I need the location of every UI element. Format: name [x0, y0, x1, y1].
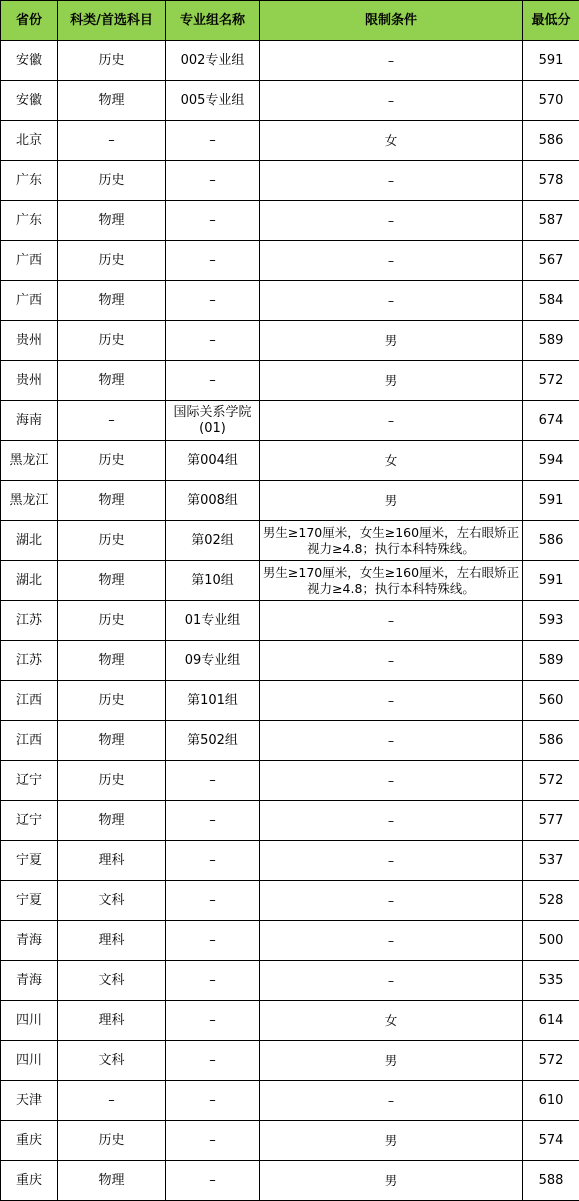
cell-min-score: 572 [523, 361, 579, 401]
cell-subject: 物理 [58, 641, 166, 681]
cell-min-score: 567 [523, 241, 579, 281]
cell-restrictions: 男 [260, 1041, 523, 1081]
table-row [1, 521, 579, 561]
cell-group-name: 国际关系学院(01) [166, 401, 260, 441]
cell-min-score: 610 [523, 1081, 579, 1121]
cell-group-name: – [166, 1001, 260, 1041]
cell-group-name: 第502组 [166, 721, 260, 761]
cell-min-score: 589 [523, 641, 579, 681]
cell-restrictions: – [260, 601, 523, 641]
cell-group-name: – [166, 801, 260, 841]
cell-restrictions: 男 [260, 1121, 523, 1161]
cell-restrictions: – [260, 801, 523, 841]
cell-province: 宁夏 [1, 881, 58, 921]
cell-province: 北京 [1, 121, 58, 161]
cell-min-score: 528 [523, 881, 579, 921]
cell-restrictions: – [260, 81, 523, 121]
table-row [1, 681, 579, 721]
cell-min-score: 560 [523, 681, 579, 721]
table-body [1, 41, 579, 1201]
cell-subject: 物理 [58, 1161, 166, 1201]
cell-subject: 物理 [58, 201, 166, 241]
table-row [1, 81, 579, 121]
cell-subject: 文科 [58, 1041, 166, 1081]
cell-subject: – [58, 401, 166, 441]
cell-group-name: 第008组 [166, 481, 260, 521]
header-group-name: 专业组名称 [166, 1, 260, 41]
cell-province: 青海 [1, 961, 58, 1001]
table-row [1, 1121, 579, 1161]
cell-province: 宁夏 [1, 841, 58, 881]
cell-subject: 物理 [58, 561, 166, 601]
table-row [1, 761, 579, 801]
cell-group-name: – [166, 761, 260, 801]
cell-province: 辽宁 [1, 801, 58, 841]
cell-province: 重庆 [1, 1161, 58, 1201]
cell-min-score: 591 [523, 561, 579, 601]
cell-restrictions: – [260, 681, 523, 721]
cell-restrictions: – [260, 961, 523, 1001]
cell-subject: 历史 [58, 321, 166, 361]
cell-subject: – [58, 121, 166, 161]
cell-group-name: – [166, 961, 260, 1001]
cell-min-score: 572 [523, 1041, 579, 1081]
cell-province: 安徽 [1, 41, 58, 81]
cell-group-name: – [166, 881, 260, 921]
cell-subject: 历史 [58, 1121, 166, 1161]
cell-restrictions: – [260, 241, 523, 281]
header-row [1, 1, 579, 41]
table-row [1, 721, 579, 761]
cell-min-score: 574 [523, 1121, 579, 1161]
table-row [1, 1041, 579, 1081]
table-row [1, 321, 579, 361]
cell-min-score: 537 [523, 841, 579, 881]
cell-restrictions: 男 [260, 321, 523, 361]
table-row [1, 161, 579, 201]
cell-group-name: 第02组 [166, 521, 260, 561]
cell-province: 广东 [1, 201, 58, 241]
cell-subject: 历史 [58, 41, 166, 81]
cell-min-score: 591 [523, 41, 579, 81]
cell-subject: 物理 [58, 801, 166, 841]
cell-group-name: – [166, 841, 260, 881]
cell-province: 贵州 [1, 361, 58, 401]
cell-subject: 历史 [58, 681, 166, 721]
table-row [1, 41, 579, 81]
cell-restrictions: – [260, 401, 523, 441]
cell-min-score: 586 [523, 521, 579, 561]
cell-province: 海南 [1, 401, 58, 441]
cell-province: 四川 [1, 1041, 58, 1081]
cell-group-name: – [166, 121, 260, 161]
header-subject: 科类/首选科目 [58, 1, 166, 41]
cell-province: 广西 [1, 281, 58, 321]
cell-group-name: 第10组 [166, 561, 260, 601]
cell-restrictions: – [260, 1081, 523, 1121]
cell-min-score: 594 [523, 441, 579, 481]
cell-restrictions: 男 [260, 361, 523, 401]
header-min-score: 最低分 [523, 1, 579, 41]
cell-restrictions: 男生≥170厘米，女生≥160厘米，左右眼矫正视力≥4.8；执行本科特殊线。 [260, 561, 523, 601]
cell-restrictions: – [260, 201, 523, 241]
cell-subject: 理科 [58, 921, 166, 961]
table-row [1, 241, 579, 281]
table-row [1, 401, 579, 441]
cell-subject: 历史 [58, 521, 166, 561]
cell-group-name: 09专业组 [166, 641, 260, 681]
cell-min-score: 586 [523, 121, 579, 161]
cell-min-score: 674 [523, 401, 579, 441]
cell-province: 黑龙江 [1, 441, 58, 481]
table-row [1, 961, 579, 1001]
cell-subject: – [58, 1081, 166, 1121]
cell-group-name: – [166, 241, 260, 281]
cell-subject: 文科 [58, 961, 166, 1001]
cell-restrictions: – [260, 881, 523, 921]
cell-province: 江西 [1, 721, 58, 761]
cell-group-name: – [166, 361, 260, 401]
table-row [1, 1001, 579, 1041]
cell-restrictions: 男 [260, 1161, 523, 1201]
cell-restrictions: – [260, 921, 523, 961]
cell-subject: 物理 [58, 281, 166, 321]
cell-province: 江苏 [1, 641, 58, 681]
cell-group-name: – [166, 321, 260, 361]
cell-min-score: 535 [523, 961, 579, 1001]
cell-min-score: 589 [523, 321, 579, 361]
cell-province: 重庆 [1, 1121, 58, 1161]
cell-min-score: 586 [523, 721, 579, 761]
cell-subject: 历史 [58, 441, 166, 481]
cell-subject: 历史 [58, 601, 166, 641]
table-row [1, 601, 579, 641]
cell-min-score: 591 [523, 481, 579, 521]
cell-restrictions: – [260, 41, 523, 81]
cell-province: 湖北 [1, 521, 58, 561]
cell-group-name: – [166, 1161, 260, 1201]
cell-subject: 历史 [58, 161, 166, 201]
table-row [1, 561, 579, 601]
cell-province: 贵州 [1, 321, 58, 361]
cell-subject: 文科 [58, 881, 166, 921]
table-row [1, 481, 579, 521]
cell-subject: 理科 [58, 1001, 166, 1041]
cell-subject: 物理 [58, 481, 166, 521]
cell-province: 广西 [1, 241, 58, 281]
cell-group-name: – [166, 201, 260, 241]
cell-min-score: 588 [523, 1161, 579, 1201]
cell-restrictions: – [260, 641, 523, 681]
table-row [1, 921, 579, 961]
cell-province: 天津 [1, 1081, 58, 1121]
table-row [1, 121, 579, 161]
cell-min-score: 578 [523, 161, 579, 201]
cell-group-name: – [166, 161, 260, 201]
cell-group-name: – [166, 281, 260, 321]
cell-province: 青海 [1, 921, 58, 961]
table-row [1, 1161, 579, 1201]
cell-restrictions: 女 [260, 121, 523, 161]
cell-min-score: 593 [523, 601, 579, 641]
cell-province: 湖北 [1, 561, 58, 601]
cell-min-score: 614 [523, 1001, 579, 1041]
cell-subject: 历史 [58, 761, 166, 801]
table-row [1, 641, 579, 681]
cell-subject: 历史 [58, 241, 166, 281]
cell-subject: 物理 [58, 721, 166, 761]
header-restrictions: 限制条件 [260, 1, 523, 41]
cell-min-score: 500 [523, 921, 579, 961]
cell-group-name: 01专业组 [166, 601, 260, 641]
cell-restrictions: 女 [260, 1001, 523, 1041]
table-row [1, 881, 579, 921]
cell-group-name: – [166, 1041, 260, 1081]
cell-subject: 物理 [58, 361, 166, 401]
cell-group-name: – [166, 1121, 260, 1161]
table-row [1, 281, 579, 321]
table-row [1, 1081, 579, 1121]
table-row [1, 841, 579, 881]
cell-restrictions: – [260, 841, 523, 881]
table-row [1, 201, 579, 241]
cell-restrictions: 男 [260, 481, 523, 521]
cell-min-score: 572 [523, 761, 579, 801]
cell-group-name: 第004组 [166, 441, 260, 481]
cell-subject: 理科 [58, 841, 166, 881]
cell-province: 辽宁 [1, 761, 58, 801]
table-row [1, 801, 579, 841]
cell-group-name: 第101组 [166, 681, 260, 721]
table-row [1, 361, 579, 401]
cell-province: 四川 [1, 1001, 58, 1041]
cell-restrictions: – [260, 761, 523, 801]
header-province: 省份 [1, 1, 58, 41]
cell-min-score: 570 [523, 81, 579, 121]
cell-province: 黑龙江 [1, 481, 58, 521]
table-row [1, 441, 579, 481]
cell-restrictions: 女 [260, 441, 523, 481]
cell-restrictions: – [260, 721, 523, 761]
cell-min-score: 577 [523, 801, 579, 841]
cell-min-score: 584 [523, 281, 579, 321]
cell-min-score: 587 [523, 201, 579, 241]
cell-province: 广东 [1, 161, 58, 201]
cell-restrictions: 男生≥170厘米，女生≥160厘米，左右眼矫正视力≥4.8；执行本科特殊线。 [260, 521, 523, 561]
cell-province: 江西 [1, 681, 58, 721]
cell-group-name: – [166, 921, 260, 961]
cell-group-name: 002专业组 [166, 41, 260, 81]
cell-restrictions: – [260, 281, 523, 321]
cell-group-name: – [166, 1081, 260, 1121]
cell-restrictions: – [260, 161, 523, 201]
cell-province: 江苏 [1, 601, 58, 641]
cell-group-name: 005专业组 [166, 81, 260, 121]
cell-subject: 物理 [58, 81, 166, 121]
cell-province: 安徽 [1, 81, 58, 121]
